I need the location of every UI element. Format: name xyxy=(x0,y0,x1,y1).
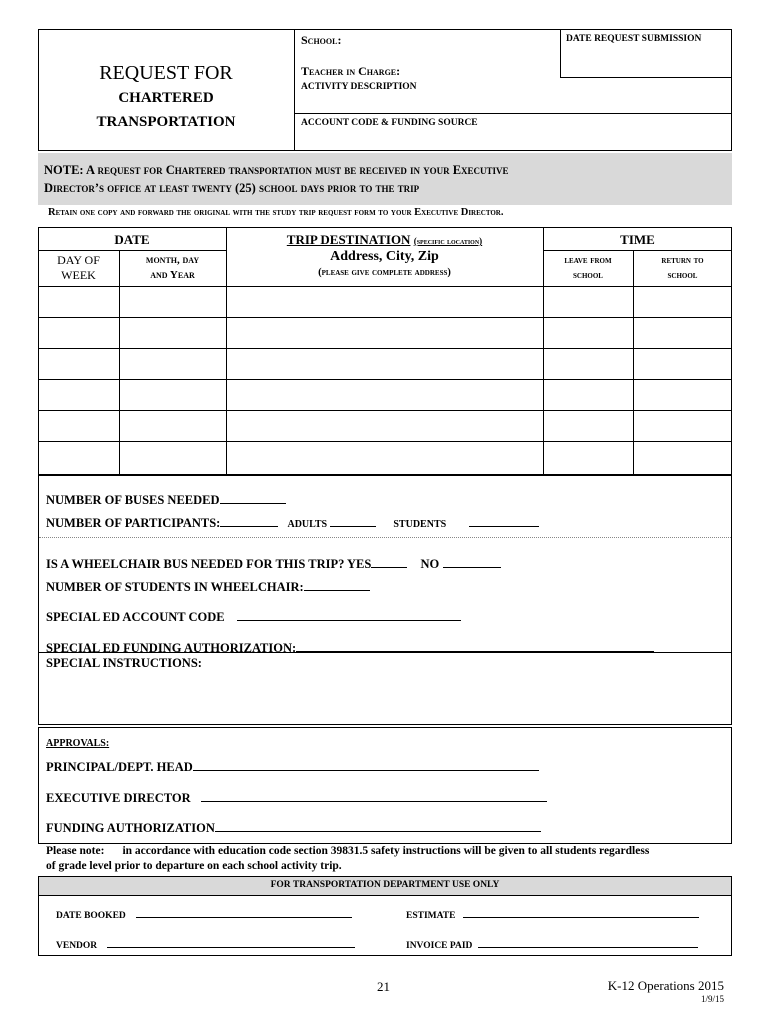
details-box xyxy=(38,475,732,725)
please-note: Please note: in accordance with education code section 39831.5 safety instructions will be given to all students regardless xyxy=(46,845,650,857)
account-label: ACCOUNT CODE & FUNDING SOURCE xyxy=(301,118,478,128)
principal-signature-field[interactable]: PRINCIPAL/DEPT. HEAD xyxy=(46,758,539,775)
participants-field[interactable]: NUMBER OF PARTICIPANTS: ADULTS STUDENTS xyxy=(46,514,539,531)
note-band xyxy=(38,153,732,205)
sped-account-field[interactable]: SPECIAL ED ACCOUNT CODE xyxy=(46,608,461,625)
date-submission-label: DATE REQUEST SUBMISSION xyxy=(566,34,702,44)
school-label: School: xyxy=(301,33,342,47)
please-note-line2: of grade level prior to departure on each school activity trip. xyxy=(46,860,342,872)
activity-label: ACTIVITY DESCRIPTION xyxy=(301,82,417,92)
note-line2: Director’s office at least twenty (25) school days prior to the trip xyxy=(44,181,420,195)
transport-dept-heading: FOR TRANSPORTATION DEPARTMENT USE ONLY xyxy=(270,880,500,890)
wheelchair-bus-field[interactable]: IS A WHEELCHAIR BUS NEEDED FOR THIS TRIP? YES NO xyxy=(46,555,501,572)
note-line1: NOTE: A request for Chartered transportation must be received in your Executive xyxy=(44,163,509,177)
document-name: K-12 Operations 2015 xyxy=(607,978,724,993)
buses-field[interactable]: NUMBER OF BUSES NEEDED xyxy=(46,491,286,508)
date-header: DATE xyxy=(114,232,150,247)
trip-destination-header: TRIP DESTINATION (specific location) xyxy=(286,232,483,247)
date-booked-field[interactable]: DATE BOOKED xyxy=(56,905,352,921)
estimate-field[interactable]: ESTIMATE xyxy=(406,905,699,921)
leave-from-school-header: leave from school xyxy=(564,255,612,281)
form-title-line3: TRANSPORTATION xyxy=(96,114,236,130)
approvals-heading: APPROVALS: xyxy=(46,738,110,749)
retain-instruction: Retain one copy and forward the original with the study trip request form to your Executive Director. xyxy=(48,207,504,218)
time-header: TIME xyxy=(620,232,655,247)
day-of-week-header: DAY OF WEEK xyxy=(57,253,100,282)
vendor-field[interactable]: VENDOR xyxy=(56,935,355,951)
exec-director-signature-field[interactable]: EXECUTIVE DIRECTOR xyxy=(46,789,547,806)
form-title-line1: REQUEST FOR xyxy=(99,62,233,84)
complete-address-header: (please give complete address) xyxy=(318,267,451,278)
special-instructions-field[interactable]: SPECIAL INSTRUCTIONS: xyxy=(46,656,202,670)
invoice-paid-field[interactable]: INVOICE PAID xyxy=(406,935,698,951)
sped-funding-field[interactable]: SPECIAL ED FUNDING AUTHORIZATION: xyxy=(46,639,654,656)
month-day-year-header: month, day and Year xyxy=(145,254,200,281)
address-header: Address, City, Zip xyxy=(330,249,439,264)
form-title-line2: CHARTERED xyxy=(118,90,214,106)
return-to-school-header: return to school xyxy=(661,255,704,281)
revision-date: 1/9/15 xyxy=(700,994,724,1004)
teacher-label: Teacher in Charge: xyxy=(301,64,401,78)
students-wheelchair-field[interactable]: NUMBER OF STUDENTS IN WHEELCHAIR: xyxy=(46,578,370,595)
page-number: 21 xyxy=(377,979,390,994)
funding-authorization-field[interactable]: FUNDING AUTHORIZATION xyxy=(46,819,541,836)
